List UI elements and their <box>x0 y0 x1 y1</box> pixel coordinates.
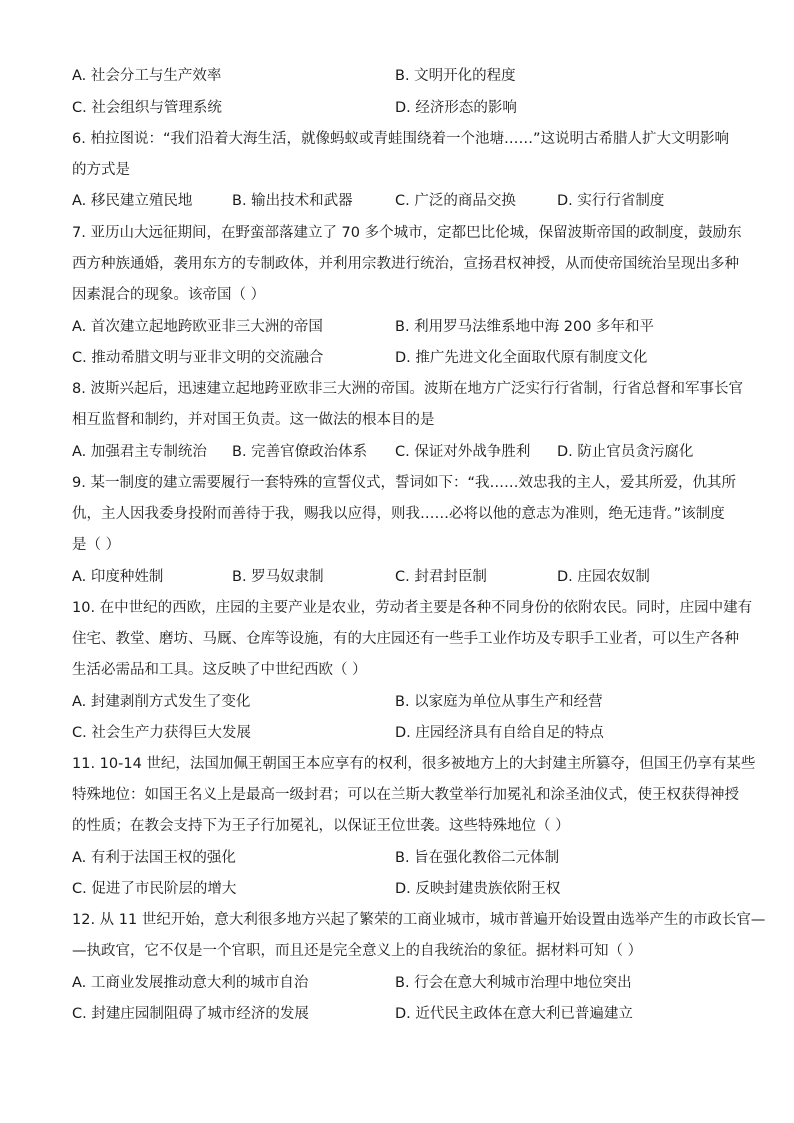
q6-stem-line-1: 6. 柏拉图说：“我们沿着大海生活，就像蚂蚁或青蛙围绕着一个池塘……”这说明古希腊人扩大文明影响 <box>72 131 729 147</box>
q5-option-b: B. 文明开化的程度 <box>395 68 516 84</box>
q12-option-a: A. 工商业发展推动意大利的城市自治 <box>72 975 309 991</box>
q11-stem-line-2: 特殊地位：如国王名义上是最高一级封君；可以在兰斯大教堂举行加冕礼和涂圣油仪式，使王权获得神授 <box>72 787 739 803</box>
q8-stem-line-2: 相互监督和制约，并对国王负责。这一做法的根本目的是 <box>72 412 435 428</box>
q9-option-c: C. 封君封臣制 <box>395 569 487 585</box>
q10-option-d: D. 庄园经济具有自给自足的特点 <box>395 725 604 741</box>
q12-option-d: D. 近代民主政体在意大利已普遍建立 <box>395 1006 633 1022</box>
q6-stem-line-2: 的方式是 <box>72 162 130 178</box>
q9-option-a: A. 印度种姓制 <box>72 569 164 585</box>
q7-option-d: D. 推广先进文化全面取代原有制度文化 <box>395 350 648 366</box>
q12-stem-line-2: —执政官，它不仅是一个官职，而且还是完全意义上的自我统治的象征。据材料可知（ ） <box>72 943 643 959</box>
q7-option-c: C. 推动希腊文明与亚非文明的交流融合 <box>72 350 324 366</box>
q11-option-d: D. 反映封建贵族依附王权 <box>395 881 561 897</box>
q12-option-b: B. 行会在意大利城市治理中地位突出 <box>395 975 632 991</box>
q7-stem-line-3: 因素混合的现象。该帝国（ ） <box>72 287 266 303</box>
q9-option-b: B. 罗马奴隶制 <box>232 569 324 585</box>
q10-stem-line-3: 生活必需品和工具。这反映了中世纪西欧（ ） <box>72 662 367 678</box>
q7-stem-line-1: 7. 亚历山大远征期间，在野蛮部落建立了 70 多个城市，定都巴比伦城，保留波斯帝国的政制度，鼓励东 <box>72 225 742 241</box>
q5-option-c: C. 社会组织与管理系统 <box>72 100 222 116</box>
q11-stem-line-1: 11. 10-14 世纪，法国加佩王朝国王本应享有的权利，很多被地方上的大封建主所篡夺，但国王仍享有某些 <box>72 756 756 772</box>
q9-stem-line-3: 是（ ） <box>72 537 121 553</box>
q6-option-a: A. 移民建立殖民地 <box>72 193 193 209</box>
q12-option-c: C. 封建庄园制阻碍了城市经济的发展 <box>72 1006 309 1022</box>
q8-stem-line-1: 8. 波斯兴起后，迅速建立起地跨亚欧非三大洲的帝国。波斯在地方广泛实行行省制，行省总督和军事长官 <box>72 381 743 397</box>
q10-stem-line-2: 住宅、教堂、磨坊、马厩、仓库等设施，有的大庄园还有一些手工业作坊及专职手工业者，可以生产各种 <box>72 631 739 647</box>
q9-option-d: D. 庄园农奴制 <box>557 569 650 585</box>
q9-stem-line-1: 9. 某一制度的建立需要履行一套特殊的宣誓仪式，誓词如下：“我……效忠我的主人，爱其所爱，仇其所 <box>72 475 736 491</box>
q7-option-a: A. 首次建立起地跨欧亚非三大洲的帝国 <box>72 319 323 335</box>
q10-stem-line-1: 10. 在中世纪的西欧，庄园的主要产业是农业，劳动者主要是各种不同身份的依附农民。同时，庄园中建有 <box>72 600 753 616</box>
q8-option-d: D. 防止官员贪污腐化 <box>557 444 694 460</box>
q11-stem-line-3: 的性质；在教会支持下为王子行加冕礼，以保证王位世袭。这些特殊地位（ ） <box>72 818 570 834</box>
q7-stem-line-2: 西方种族通婚，袭用东方的专制政体，并利用宗教进行统治，宣扬君权神授，从而使帝国统治呈现出多种 <box>72 256 739 272</box>
q6-option-c: C. 广泛的商品交换 <box>395 193 516 209</box>
q6-option-d: D. 实行行省制度 <box>557 193 665 209</box>
q5-option-d: D. 经济形态的影响 <box>395 100 517 116</box>
q11-option-c: C. 促进了市民阶层的增大 <box>72 881 237 897</box>
q6-option-b: B. 输出技术和武器 <box>232 193 353 209</box>
q8-option-a: A. 加强君主专制统治 <box>72 444 207 460</box>
q5-option-a: A. 社会分工与生产效率 <box>72 68 222 84</box>
q8-option-b: B. 完善官僚政治体系 <box>232 444 368 460</box>
q9-stem-line-2: 仇，主人因我委身投附而善待于我，赐我以应得，则我……必将以他的意志为准则，绝无违背。”该制度 <box>72 506 725 522</box>
q11-option-b: B. 旨在强化教俗二元体制 <box>395 850 560 866</box>
q10-option-a: A. 封建剥削方式发生了变化 <box>72 694 251 710</box>
q12-stem-line-1: 12. 从 11 世纪开始，意大利很多地方兴起了繁荣的工商业城市，城市普遍开始设置由选举产生的市政长官— <box>72 912 766 928</box>
q10-option-b: B. 以家庭为单位从事生产和经营 <box>395 694 603 710</box>
q11-option-a: A. 有利于法国王权的强化 <box>72 850 236 866</box>
q8-option-c: C. 保证对外战争胜利 <box>395 444 531 460</box>
q7-option-b: B. 利用罗马法维系地中海 200 多年和平 <box>395 319 655 335</box>
q10-option-c: C. 社会生产力获得巨大发展 <box>72 725 251 741</box>
